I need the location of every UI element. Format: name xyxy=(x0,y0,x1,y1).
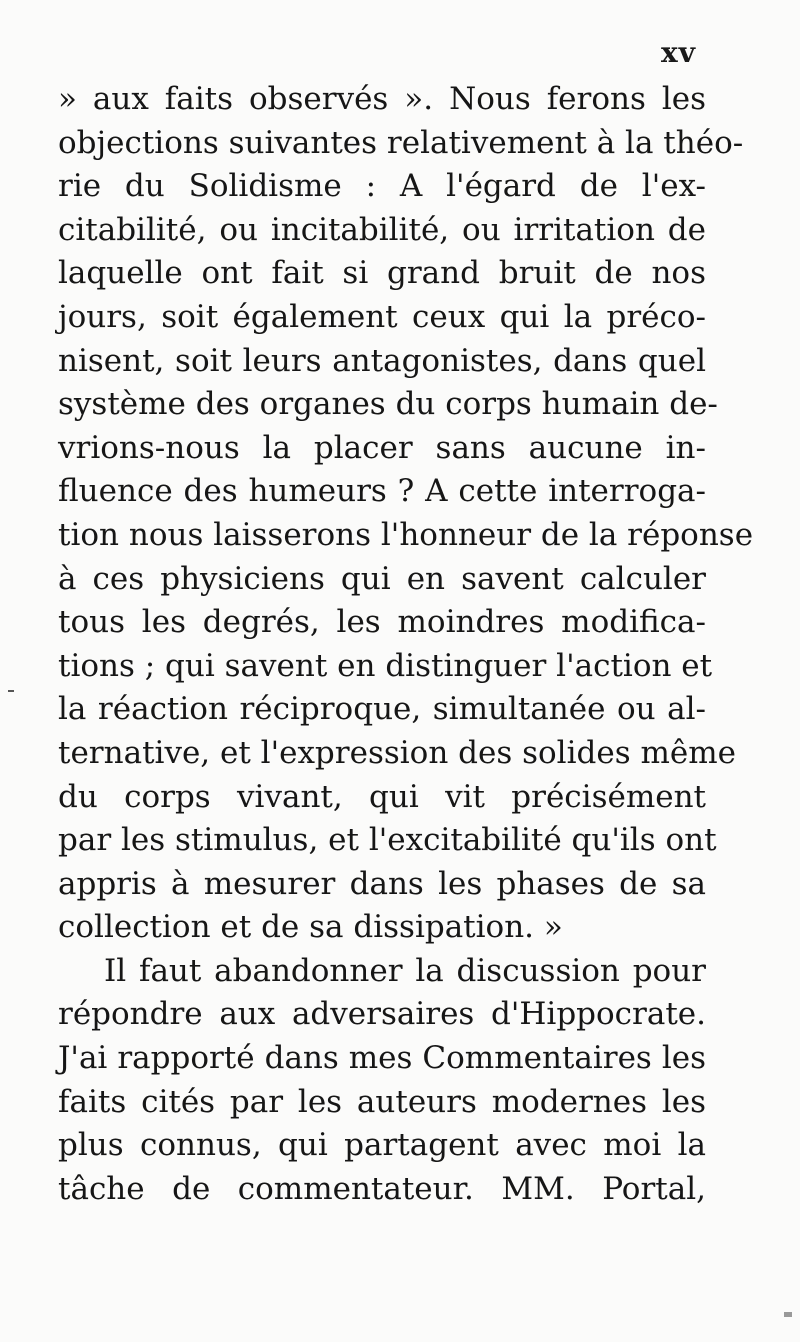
text-line: faits cités par les auteurs modernes les xyxy=(58,1083,706,1120)
text-line: à ces physiciens qui en savent calculer xyxy=(58,560,706,597)
text-line: répondre aux adversaires d'Hippocrate. xyxy=(58,996,706,1033)
paragraph-2 xyxy=(58,950,706,1212)
text-line: vrions-nous la placer sans aucune in- xyxy=(58,429,706,466)
text-line: tions ; qui savent en distinguer l'action et xyxy=(58,647,713,684)
text-line: tous les degrés, les moindres modifica- xyxy=(58,604,706,641)
text-line: jours, soit également ceux qui la préco- xyxy=(58,298,706,335)
text-line: objections suivantes relativement à la théo- xyxy=(58,124,744,161)
text-line: Il faut abandonner la discussion pour xyxy=(104,952,706,989)
body-text xyxy=(58,78,754,1211)
text-line: tion nous laisserons l'honneur de la réponse xyxy=(58,516,754,553)
text-line: ternative, et l'expression des solides même xyxy=(58,734,736,771)
text-line: nisent, soit leurs antagonistes, dans quel xyxy=(58,342,706,379)
text-line: système des organes du corps humain de- xyxy=(58,386,718,423)
text-line: rie du Solidisme : A l'égard de l'ex- xyxy=(58,168,706,205)
text-line: citabilité, ou incitabilité, ou irritation de xyxy=(58,211,706,248)
text-line: » aux faits observés ». Nous ferons les xyxy=(58,81,706,117)
text-line: par les stimulus, et l'excitabilité qu'ils ont xyxy=(58,822,717,859)
margin-speck xyxy=(784,1312,792,1317)
text-line: plus connus, qui partagent avec moi la xyxy=(58,1127,706,1164)
text-line: collection et de sa dissipation. » xyxy=(58,909,563,946)
page-number: xv xyxy=(661,36,696,69)
text-line: laquelle ont fait si grand bruit de nos xyxy=(58,255,706,292)
text-line: appris à mesurer dans les phases de sa xyxy=(58,865,706,902)
text-line: du corps vivant, qui vit précisément xyxy=(58,778,706,815)
margin-speck xyxy=(8,690,14,692)
text-line: fluence des humeurs ? A cette interroga- xyxy=(58,473,706,510)
text-line: J'ai rapporté dans mes Commentaires les xyxy=(58,1040,706,1077)
paragraph-1 xyxy=(58,78,754,950)
text-line: tâche de commentateur. MM. Portal, xyxy=(58,1170,706,1207)
text-line: la réaction réciproque, simultanée ou al- xyxy=(58,691,706,728)
